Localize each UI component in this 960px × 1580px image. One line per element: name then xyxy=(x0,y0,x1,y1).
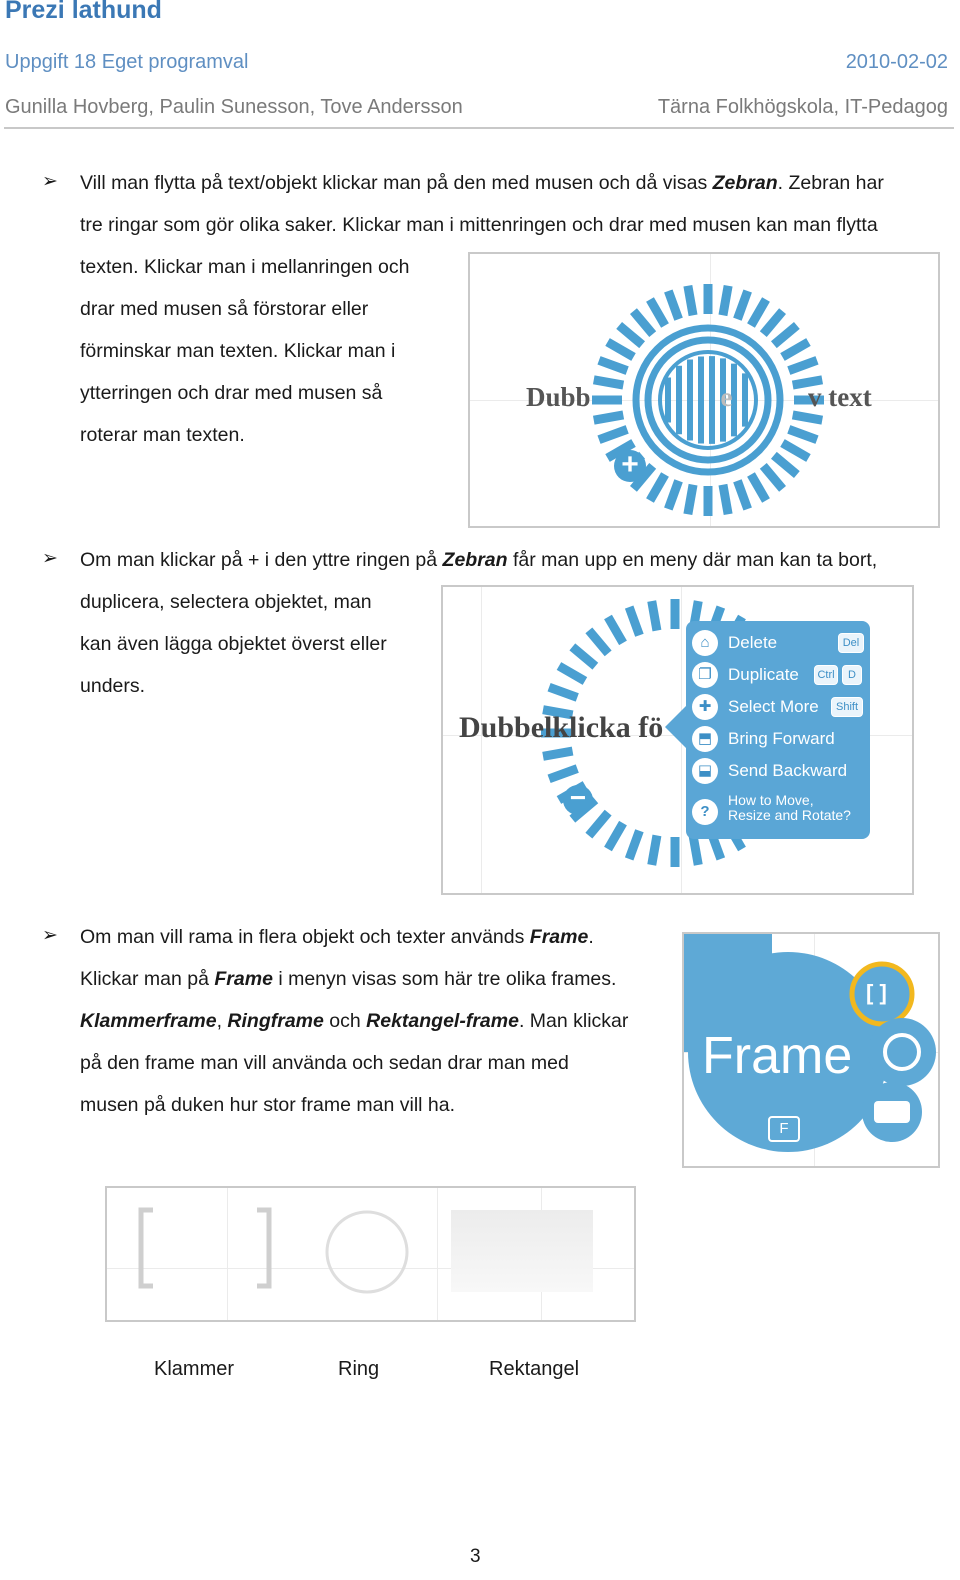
text-line: Vill man flytta på text/objekt klickar man på den med musen och då visas Zebran. Zebran har xyxy=(80,172,884,194)
text-line: ytterringen och drar med musen så xyxy=(80,382,383,404)
zebra-stripe xyxy=(751,300,766,326)
zebra-stripe xyxy=(549,687,577,697)
zebra-stripe xyxy=(629,831,639,859)
school: Tärna Folkhögskola, IT-Pedagog xyxy=(657,96,948,118)
frame-shortcut-key: F xyxy=(768,1116,800,1142)
zebra-stripe xyxy=(650,300,665,326)
caption-ring: Ring xyxy=(338,1358,380,1380)
bullet-arrow-icon: ➢ xyxy=(42,925,58,946)
zebra-mid-text: e xyxy=(720,382,733,412)
text-line: drar med musen så förstorar eller xyxy=(80,298,369,320)
shortcut-key: Ctrl xyxy=(814,665,838,685)
text-line: duplicera, selectera objektet, man xyxy=(80,591,372,613)
shortcut-key: Del xyxy=(838,633,864,653)
zebra-stripe xyxy=(737,291,747,319)
zebra-stripe xyxy=(751,474,766,500)
zebra-stripe xyxy=(723,286,728,316)
trash-icon: ⌂ xyxy=(692,630,718,656)
zebra-stripe xyxy=(774,455,797,474)
document-date: 2010-02-02 xyxy=(845,51,948,73)
select-more-icon: ✚ xyxy=(692,694,718,720)
bullet-arrow-icon: ➢ xyxy=(42,171,58,192)
shortcut-key: D xyxy=(842,665,862,685)
authors: Gunilla Hovberg, Paulin Sunesson, Tove Andersson xyxy=(5,96,463,118)
zebra-stripe xyxy=(608,823,623,849)
bracket-frame-icon: [ ] xyxy=(866,980,887,1005)
zebra-stripe xyxy=(668,291,678,319)
text-line: texten. Klickar man i mellanringen och xyxy=(80,256,410,278)
zebra-menu-screenshot xyxy=(441,585,914,895)
zebra-right-text: v text xyxy=(808,382,872,412)
zebra-stripe xyxy=(668,481,678,509)
menu-pointer xyxy=(665,705,687,749)
zebra-stripe xyxy=(543,751,573,756)
zebra-stripe xyxy=(693,835,698,865)
zebra-stripe xyxy=(763,311,782,334)
text-line: Om man vill rama in flera objekt och texter används Frame. xyxy=(80,926,594,948)
menu-item-send-backward[interactable]: ⬓ Send Backward xyxy=(686,758,870,788)
text-line: tre ringar som gör olika saker. Klickar man i mittenringen och drar med musen kan man flytta xyxy=(80,214,878,236)
menu-item-select-more[interactable]: ✚ Select More Shift xyxy=(686,694,870,724)
frame-types-graphic xyxy=(107,1188,634,1320)
plus-icon: + xyxy=(614,450,646,482)
section-3-text xyxy=(80,916,680,1126)
assignment-title: Uppgift 18 Eget programval xyxy=(5,51,249,73)
zebra-stripe xyxy=(633,311,652,334)
zebra-left-text: Dubb xyxy=(526,382,591,412)
zebra-stripe xyxy=(594,415,624,420)
zebra-stripe xyxy=(599,360,627,370)
zebra-stripe xyxy=(782,342,808,357)
text-line: förminskar man texten. Klickar man i xyxy=(80,340,396,362)
zebra-screenshot xyxy=(468,252,940,528)
zebra-stripe xyxy=(559,666,585,681)
zebra-stripe xyxy=(589,813,608,836)
frame-label: Frame xyxy=(702,1027,853,1085)
send-backward-icon: ⬓ xyxy=(692,758,718,784)
zebra-stripe xyxy=(619,325,642,344)
zebra-stripe xyxy=(549,769,577,779)
zebra-stripe xyxy=(629,607,639,635)
zebra-stripe xyxy=(589,630,608,653)
menu-item-bring-forward[interactable]: ⬒ Bring Forward xyxy=(686,726,870,756)
caption-klammer: Klammer xyxy=(154,1358,235,1380)
bring-forward-icon: ⬒ xyxy=(692,726,718,752)
zebra-stripe xyxy=(652,601,657,631)
frame-menu-screenshot xyxy=(682,932,940,1168)
minus-icon: − xyxy=(563,785,593,815)
zebra-stripe xyxy=(774,325,797,344)
text-line: kan även lägga objektet överst eller xyxy=(80,633,387,655)
canvas-text: Dubbelklicka fö xyxy=(459,711,664,744)
zebra-stripe xyxy=(608,617,623,643)
menu-item-help[interactable] xyxy=(686,793,870,833)
menu-item-delete[interactable]: ⌂ Delete Del xyxy=(686,630,870,660)
zebra-stripe xyxy=(789,429,817,439)
menu-item-duplicate[interactable]: ❐ Duplicate Ctrl D xyxy=(686,662,870,692)
text-line: roterar man texten. xyxy=(80,424,245,446)
text-line: Om man klickar på + i den yttre ringen på Zebran får man upp en meny där man kan ta bort, xyxy=(80,549,878,571)
zebra-stripe xyxy=(572,647,595,666)
header-rule xyxy=(4,127,954,129)
zebra-stripe xyxy=(608,342,634,357)
zebra-stripe xyxy=(599,429,627,439)
zebra-stripe xyxy=(793,415,823,420)
help-line-1: How to Move, xyxy=(728,792,814,808)
text-line: unders. xyxy=(80,675,146,697)
frame-types-screenshot xyxy=(105,1186,636,1322)
text-line: Klammerframe, Ringframe och Rektangel-frame. Man klickar xyxy=(80,1010,629,1032)
duplicate-icon: ❐ xyxy=(692,662,718,688)
zebra-stripe xyxy=(763,466,782,489)
zebra-stripe xyxy=(650,474,665,500)
caption-rektangel: Rektangel xyxy=(489,1358,580,1380)
text-line: musen på duken hur stor frame man vill ha. xyxy=(80,1094,456,1116)
page-number: 3 xyxy=(470,1546,481,1567)
zebra-stripe xyxy=(789,360,817,370)
zebra-stripe xyxy=(723,485,728,515)
text-line: Klickar man på Frame i menyn visas som här tre olika frames. xyxy=(80,968,617,990)
zebra-stripe xyxy=(652,835,657,865)
zebra-stripe xyxy=(782,443,808,458)
zebra-stripe xyxy=(688,286,693,316)
zebra-context-menu xyxy=(686,621,870,839)
zebra-stripe xyxy=(688,485,693,515)
shortcut-key: Shift xyxy=(831,697,863,717)
zebra-stripe xyxy=(737,481,747,509)
bullet-arrow-icon: ➢ xyxy=(42,548,58,569)
question-icon: ? xyxy=(692,799,718,825)
help-line-2: Resize and Rotate? xyxy=(728,807,851,823)
document-title: Prezi lathund xyxy=(5,0,162,24)
text-line: på den frame man vill använda och sedan drar man med xyxy=(80,1052,569,1074)
